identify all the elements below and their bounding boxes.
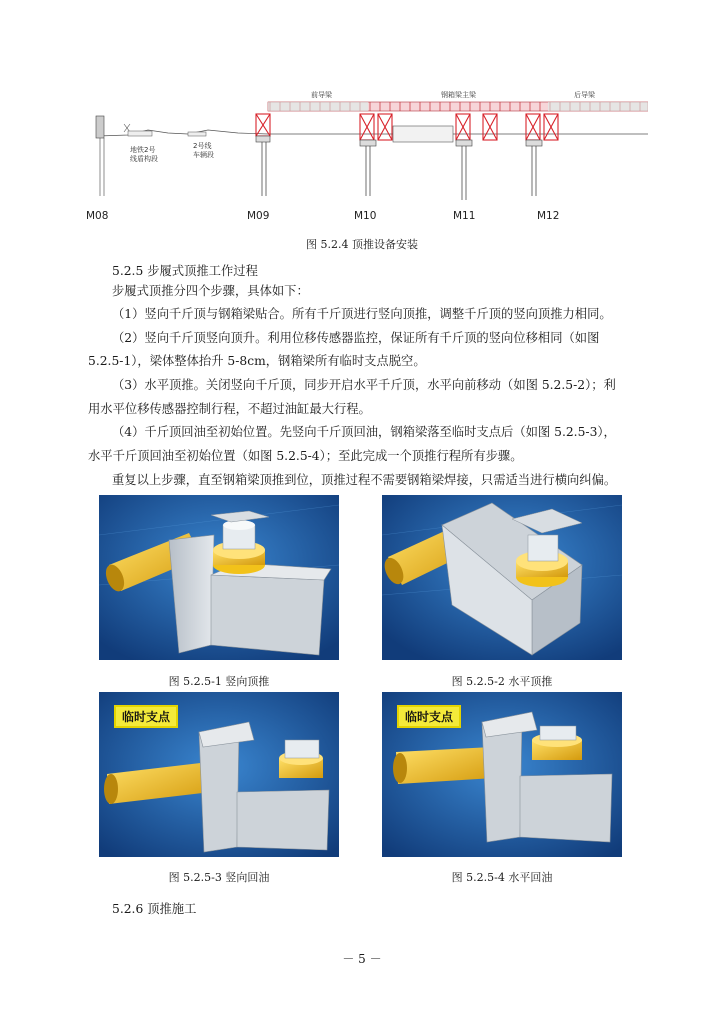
paragraph-intro: 步履式顶推分四个步骤，具体如下：	[112, 284, 309, 298]
paragraph-repeat: 重复以上步骤，直至钢箱梁顶推到位，顶推过程不需要钢箱梁焊接，只需适当进行横向纠偏。	[112, 473, 617, 487]
diagram-ground-label-1: 地铁2号 线盾构段	[130, 146, 158, 163]
paragraph-step4-line2: 水平千斤顶回油至初始位置（如图 5.2.5-4）；至此完成一个顶推行程所有步骤。	[88, 449, 523, 463]
diagram-top-label-rear: 后导梁	[574, 91, 595, 99]
callout-temporary-support-4: 临时支点	[397, 705, 461, 728]
diagram-top-label-front: 前导梁	[311, 91, 332, 99]
paragraph-step3-line2: 用水平位移传感器控制行程，不超过油缸最大行程。	[88, 402, 371, 416]
figure-caption-5-2-5-2: 图 5.2.5-2 水平顶推	[451, 675, 553, 688]
paragraph-step2-line1: （2）竖向千斤顶竖向顶升。利用位移传感器监控，保证所有千斤顶的竖向位移相同（如图	[112, 331, 600, 345]
paragraph-step2-line2: 5.2.5-1），梁体整体抬升 5-8cm，钢箱梁所有临时支点脱空。	[88, 354, 426, 368]
figure-5-2-5-2-image	[382, 495, 622, 660]
pier-label-m09: M09	[247, 210, 270, 222]
paragraph-step4-line1: （4）千斤顶回油至初始位置。先竖向千斤顶回油，钢箱梁落至临时支点后（如图 5.2.5-3），	[112, 425, 616, 439]
pier-label-m08: M08	[86, 210, 109, 222]
figure-caption-5-2-5-4: 图 5.2.5-4 水平回油	[451, 871, 553, 884]
paragraph-step3-line1: （3）水平顶推。关闭竖向千斤顶，同步开启水平千斤顶，水平向前移动（如图 5.2.5-2）；利	[112, 378, 616, 392]
diagram-ground-label-2: 2号线 车辆段	[193, 142, 214, 159]
bridge-elevation-diagram	[88, 78, 648, 228]
pier-label-m10: M10	[354, 210, 377, 222]
page-number: － 5 －	[342, 952, 382, 966]
section-heading-5-2-6: 5.2.6 顶推施工	[112, 902, 197, 916]
figure-caption-5-2-5-3: 图 5.2.5-3 竖向回油	[168, 871, 270, 884]
figure-5-2-5-1-image	[99, 495, 339, 660]
pier-label-m12: M12	[537, 210, 560, 222]
figure-caption-5-2-5-1: 图 5.2.5-1 竖向顶推	[168, 675, 270, 688]
pier-label-m11: M11	[453, 210, 476, 222]
paragraph-step1: （1）竖向千斤顶与钢箱梁贴合。所有千斤顶进行竖向顶推，调整千斤顶的竖向顶推力相同。	[112, 307, 612, 321]
diagram-top-label-main: 钢箱梁主梁	[441, 91, 476, 99]
callout-temporary-support-3: 临时支点	[114, 705, 178, 728]
figure-caption-5-2-4: 图 5.2.4 顶推设备安装	[306, 238, 418, 251]
section-heading-5-2-5: 5.2.5 步履式顶推工作过程	[112, 264, 258, 278]
